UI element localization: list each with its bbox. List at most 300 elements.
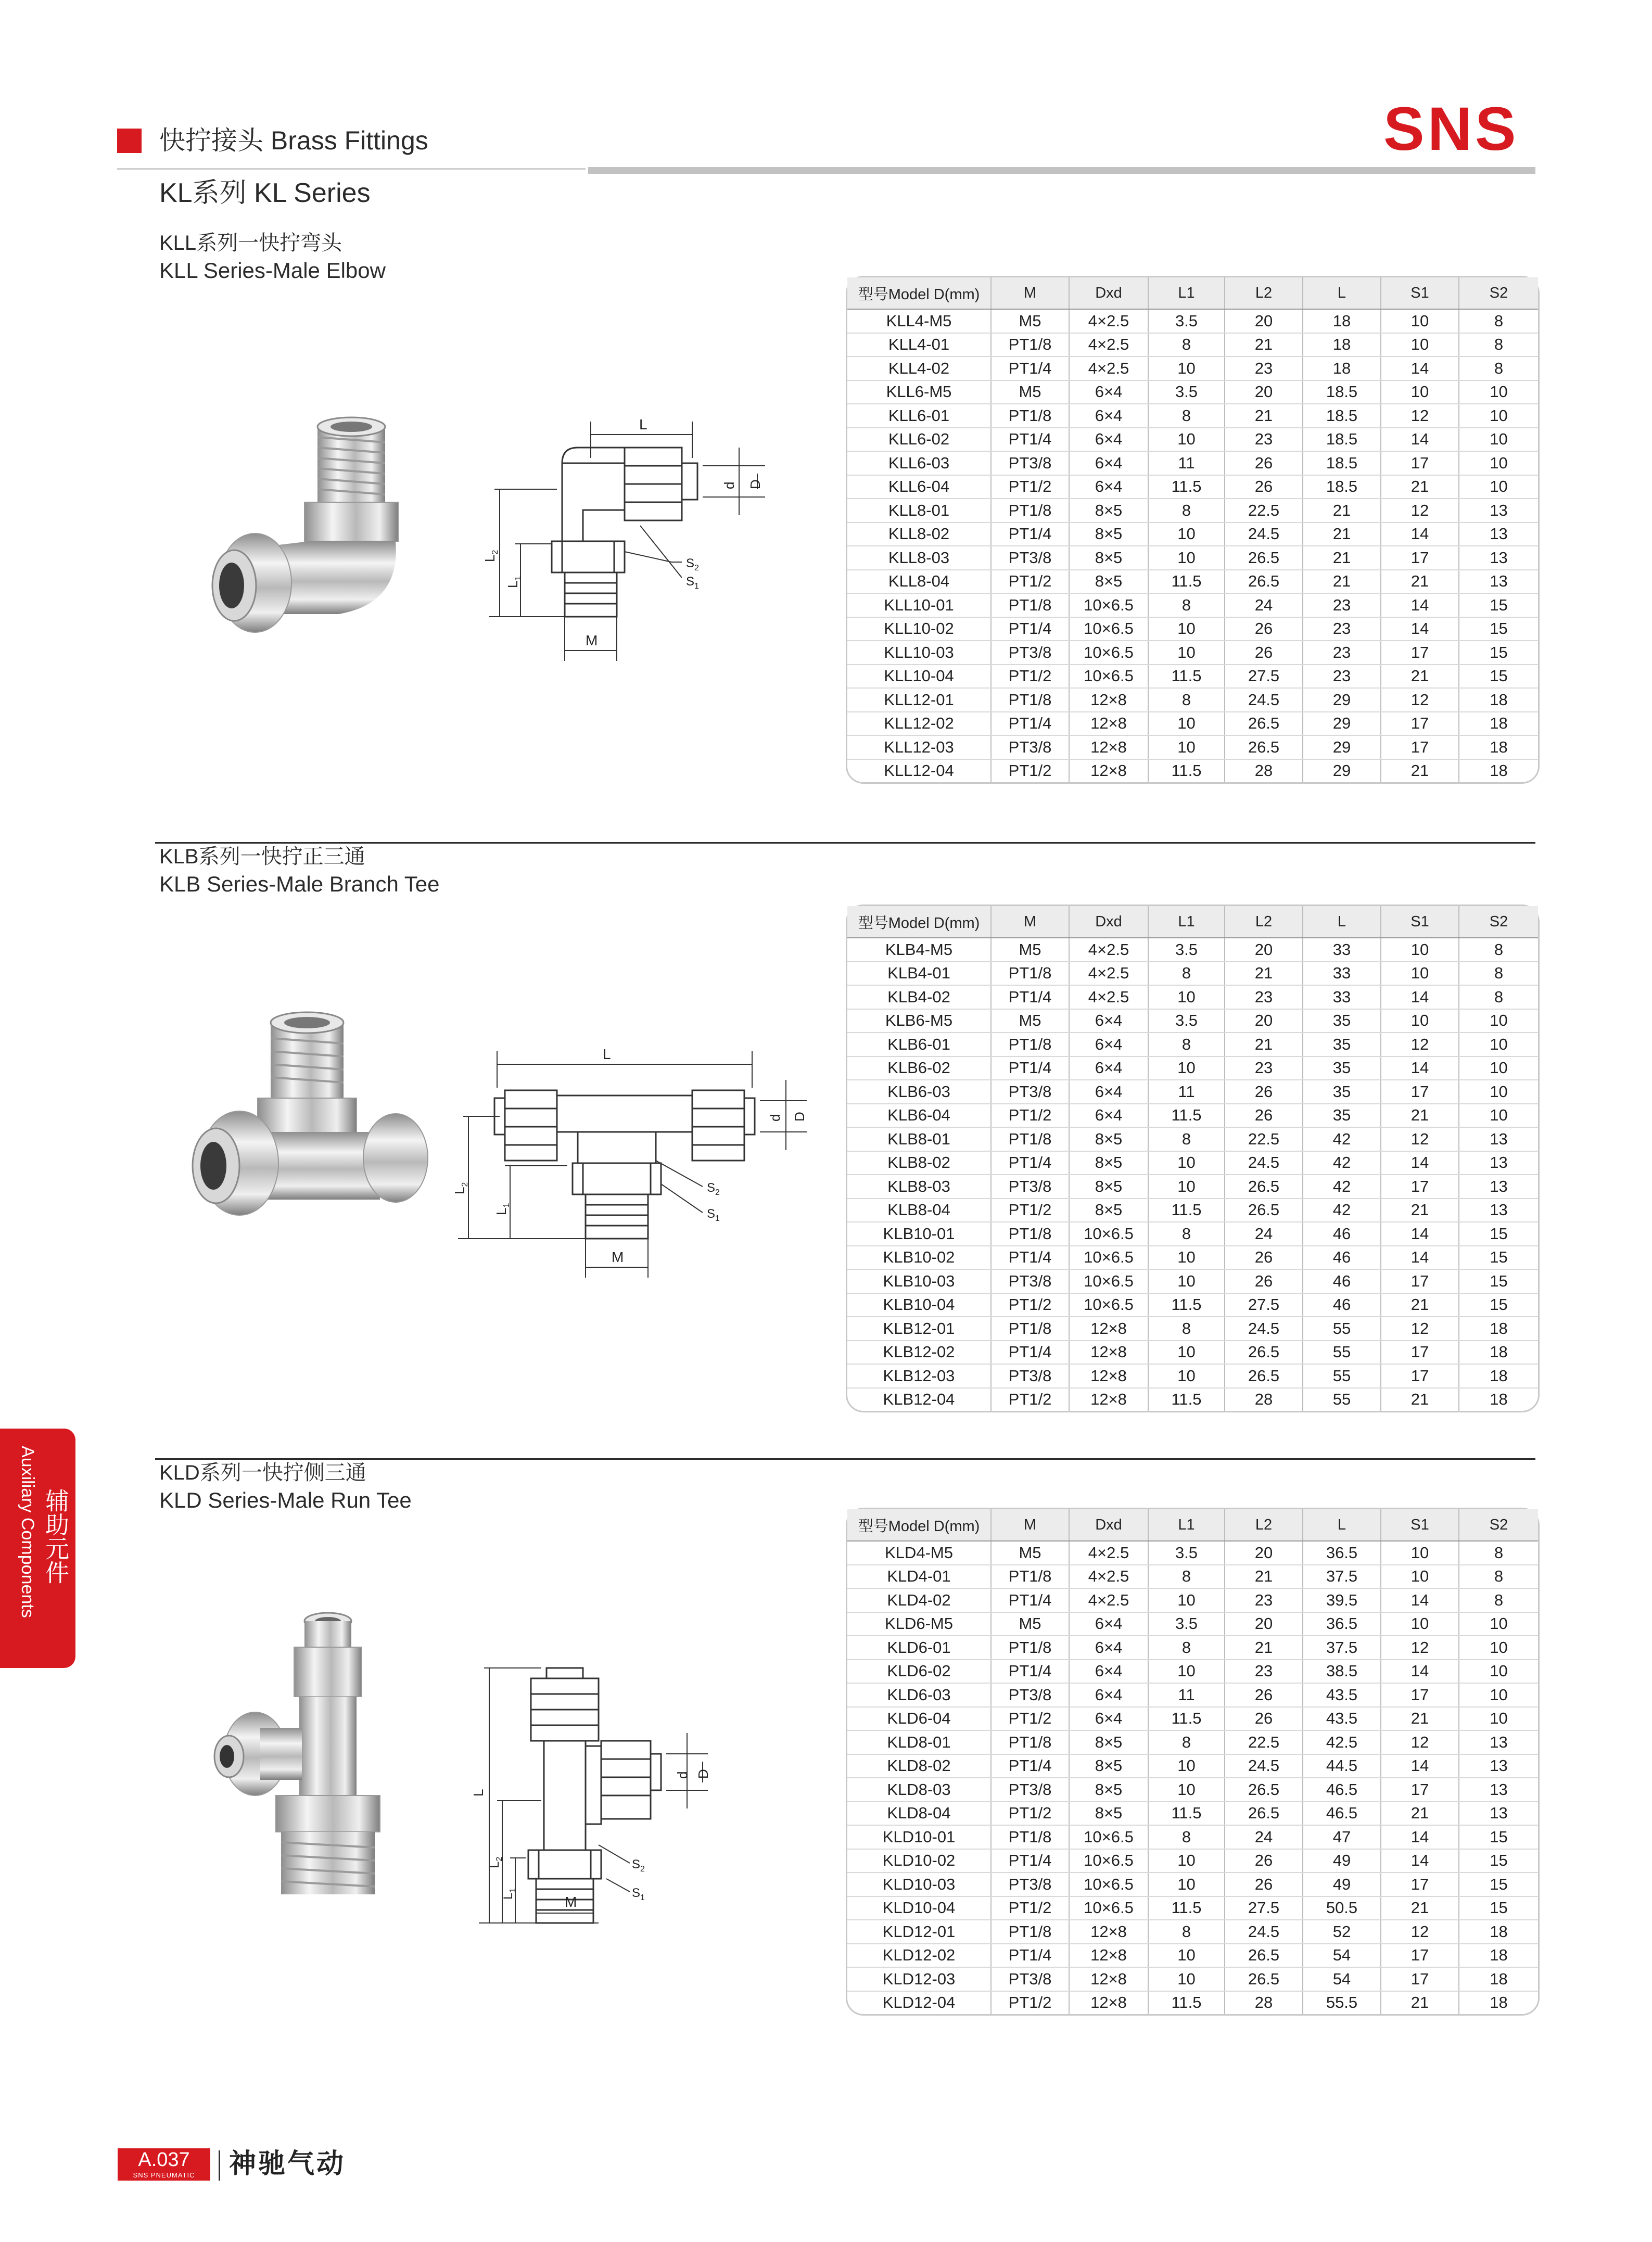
col-header-l1: L1: [1148, 1509, 1225, 1541]
svg-text:L1: $L_1$: [501, 1888, 517, 1900]
table-row: [847, 688, 1538, 712]
table-cell: 38.5: [1303, 1660, 1381, 1684]
col-header-dxd: Dxd: [1069, 906, 1148, 938]
table-cell: 26: [1225, 1269, 1303, 1293]
table-row: [847, 1920, 1538, 1944]
table-cell: 18.5: [1303, 380, 1381, 404]
table-cell: 10: [1148, 1944, 1225, 1968]
kld-drawing-m-label: M: [565, 1894, 577, 1910]
table-cell: 6×4: [1069, 451, 1148, 475]
table-row: [847, 1660, 1538, 1684]
table-cell: PT1/8: [991, 962, 1069, 986]
table-cell: PT3/8: [991, 451, 1069, 475]
table-cell: 23: [1225, 1056, 1303, 1080]
table-cell: 8×5: [1069, 1730, 1148, 1754]
table-cell: 10: [1148, 1246, 1225, 1270]
table-cell: PT1/8: [991, 333, 1069, 357]
klb-table-grid: [847, 906, 1538, 1411]
table-cell: 10: [1148, 641, 1225, 665]
table-cell: 10: [1148, 428, 1225, 452]
table-cell: KLD10-01: [847, 1825, 991, 1849]
table-cell: PT1/8: [991, 1033, 1069, 1056]
table-cell: 18: [1459, 688, 1538, 712]
table-row: [847, 1541, 1538, 1565]
svg-text:d: d: [675, 1771, 690, 1779]
table-cell: KLL12-03: [847, 735, 991, 759]
table-cell: 6×4: [1069, 1056, 1148, 1080]
table-cell: 35: [1303, 1056, 1381, 1080]
table-cell: KLL8-02: [847, 523, 991, 546]
table-cell: 8×5: [1069, 1175, 1148, 1199]
table-cell: 10: [1459, 1612, 1538, 1636]
table-cell: 13: [1459, 546, 1538, 570]
table-cell: PT1/8: [991, 1565, 1069, 1589]
kld-technical-drawing: [458, 1660, 770, 1926]
table-cell: KLL8-01: [847, 499, 991, 523]
table-cell: KLB6-03: [847, 1080, 991, 1104]
table-cell: 12: [1381, 1730, 1459, 1754]
table-cell: 24.5: [1225, 523, 1303, 546]
table-cell: 13: [1459, 499, 1538, 523]
table-cell: 11: [1148, 1683, 1225, 1707]
table-cell: 15: [1459, 665, 1538, 689]
kll-product-photo: [187, 406, 437, 656]
col-header-model: 型号Model D(mm): [847, 277, 991, 309]
table-cell: 17: [1381, 1080, 1459, 1104]
table-cell: 18.5: [1303, 404, 1381, 428]
col-header-model: 型号Model D(mm): [847, 1509, 991, 1541]
table-cell: 4×2.5: [1069, 1541, 1148, 1565]
table-cell: KLL6-M5: [847, 380, 991, 404]
table-cell: 50.5: [1303, 1896, 1381, 1920]
table-cell: 15: [1459, 1825, 1538, 1849]
table-row: [847, 1175, 1538, 1199]
table-cell: 26: [1225, 1246, 1303, 1270]
table-cell: 10×6.5: [1069, 593, 1148, 617]
table-cell: 4×2.5: [1069, 333, 1148, 357]
table-cell: 10: [1148, 712, 1225, 736]
svg-text:L1: $L_1$: [505, 576, 523, 588]
table-row: [847, 1127, 1538, 1151]
table-cell: 10: [1381, 1612, 1459, 1636]
svg-text:S1: $S_1$: [632, 1886, 645, 1902]
table-cell: PT3/8: [991, 1967, 1069, 1991]
table-cell: 23: [1225, 428, 1303, 452]
table-row: [847, 1754, 1538, 1778]
table-cell: 14: [1381, 1222, 1459, 1246]
table-cell: 18: [1490, 1993, 1508, 2012]
table-cell: 11.5: [1148, 1388, 1225, 1411]
table-cell: PT1/4: [991, 428, 1069, 452]
svg-text:L2: $L_2$: [482, 550, 500, 562]
table-cell: 10: [1148, 735, 1225, 759]
svg-text:D: D: [695, 1769, 711, 1779]
table-cell: M5: [991, 1009, 1069, 1033]
table-cell: 10: [1459, 380, 1538, 404]
table-cell: KLB12-02: [847, 1341, 991, 1365]
table-cell: 15: [1459, 1293, 1538, 1317]
table-cell: 10: [1459, 1707, 1538, 1731]
table-cell: 26.5: [1225, 1778, 1303, 1802]
table-cell: PT3/8: [991, 1080, 1069, 1104]
table-cell: 8: [1148, 1636, 1225, 1660]
svg-text:D: D: [792, 1112, 807, 1122]
kld-spec-table: [846, 1508, 1540, 2016]
table-cell: KLD8-02: [847, 1754, 991, 1778]
table-cell: 6×4: [1069, 1080, 1148, 1104]
table-cell: 8×5: [1069, 546, 1148, 570]
table-cell: 8: [1148, 1730, 1225, 1754]
table-cell: 8×5: [1069, 523, 1148, 546]
svg-text:L2: $L_2$: [452, 1182, 469, 1194]
table-cell: 46: [1303, 1269, 1381, 1293]
page-number: A.037: [138, 2149, 190, 2171]
table-row: [847, 1872, 1538, 1896]
table-cell: 52: [1303, 1920, 1381, 1944]
table-cell: 11.5: [1148, 570, 1225, 594]
table-row: [847, 1991, 1538, 2015]
table-cell: 3.5: [1148, 1612, 1225, 1636]
table-cell: 8: [1459, 356, 1538, 380]
table-cell: KLD12-02: [847, 1944, 991, 1968]
table-cell: 8: [1148, 593, 1225, 617]
table-cell: 15: [1459, 617, 1538, 641]
footer-separator: [219, 2150, 220, 2181]
table-cell: 13: [1459, 1175, 1538, 1199]
table-cell: KLD10-03: [847, 1872, 991, 1896]
table-cell: M5: [991, 1612, 1069, 1636]
table-cell: PT3/8: [991, 1683, 1069, 1707]
table-cell: 18: [1459, 1944, 1538, 1968]
table-cell: 8: [1148, 333, 1225, 357]
table-cell: KLL10-04: [847, 665, 991, 689]
table-cell: 18: [1303, 333, 1381, 357]
table-cell: PT1/8: [991, 1127, 1069, 1151]
table-cell: KLB10-03: [847, 1269, 991, 1293]
table-cell: 22.5: [1225, 1127, 1303, 1151]
table-cell: 10: [1148, 1175, 1225, 1199]
table-cell: 24.5: [1225, 1920, 1303, 1944]
table-cell: 10: [1148, 1967, 1225, 1991]
table-cell: 3.5: [1148, 1009, 1225, 1033]
table-cell: 42: [1303, 1151, 1381, 1175]
table-cell: KLD12-01: [847, 1920, 991, 1944]
svg-text:L2: $L_2$: [488, 1856, 504, 1868]
table-cell: PT1/4: [991, 1341, 1069, 1365]
table-cell: PT3/8: [991, 1175, 1069, 1199]
table-row: [847, 1104, 1538, 1128]
table-cell: KLL4-02: [847, 356, 991, 380]
table-cell: 10: [1381, 938, 1459, 962]
svg-text:S2: $S_2$: [632, 1857, 645, 1874]
table-cell: 10×6.5: [1069, 1293, 1148, 1317]
table-cell: 10: [1381, 962, 1459, 986]
table-cell: 8: [1148, 1565, 1225, 1589]
table-cell: 8: [1459, 309, 1538, 333]
table-cell: PT1/4: [991, 1151, 1069, 1175]
table-row: [847, 499, 1538, 523]
table-cell: 8: [1459, 985, 1538, 1009]
table-cell: PT1/2: [991, 1707, 1069, 1731]
page-title: 快拧接头 Brass Fittings: [159, 126, 428, 155]
klb-table-header: [847, 906, 1538, 938]
col-header-dxd: Dxd: [1069, 1509, 1148, 1541]
table-cell: 10: [1148, 1056, 1225, 1080]
table-cell: 18: [1490, 1390, 1508, 1409]
table-cell: 8: [1148, 1222, 1225, 1246]
table-cell: 12×8: [1069, 1967, 1148, 1991]
section-kld-title-en: KLD Series-Male Run Tee: [159, 1488, 412, 1512]
table-cell: 23: [1303, 593, 1381, 617]
table-row: [847, 428, 1538, 452]
table-row: [847, 1683, 1538, 1707]
table-cell: 55: [1303, 1364, 1381, 1388]
brand-logo: SNS: [1383, 95, 1519, 163]
table-row: [847, 962, 1538, 986]
table-cell: 13: [1459, 523, 1538, 546]
table-cell: 4×2.5: [1069, 309, 1148, 333]
table-cell: KLB12-03: [847, 1364, 991, 1388]
table-cell: 23: [1225, 1588, 1303, 1612]
table-cell: KLB4-02: [847, 985, 991, 1009]
table-cell: KLL4-M5: [847, 309, 991, 333]
table-cell: KLD6-02: [847, 1660, 991, 1684]
table-cell: 10: [1459, 1056, 1538, 1080]
table-cell: 54: [1303, 1944, 1381, 1968]
table-cell: 24.5: [1225, 688, 1303, 712]
table-cell: 10: [1459, 1104, 1538, 1128]
table-cell: 8: [1459, 1588, 1538, 1612]
table-cell: 35: [1303, 1033, 1381, 1056]
table-cell: 26: [1225, 1707, 1303, 1731]
table-row: [847, 1612, 1538, 1636]
table-row: [847, 1849, 1538, 1873]
table-cell: 14: [1381, 1056, 1459, 1080]
table-row: [847, 1967, 1538, 1991]
table-cell: 8×5: [1069, 499, 1148, 523]
table-cell: 8×5: [1069, 570, 1148, 594]
table-cell: KLB8-02: [847, 1151, 991, 1175]
table-cell: KLB12-01: [847, 1317, 991, 1341]
table-cell: 20: [1225, 380, 1303, 404]
table-row: [847, 309, 1538, 333]
table-cell: PT1/4: [991, 985, 1069, 1009]
table-cell: 10: [1148, 1364, 1225, 1388]
table-cell: 14: [1381, 1246, 1459, 1270]
table-cell: 11.5: [1148, 1991, 1225, 2015]
table-cell: 10×6.5: [1069, 1269, 1148, 1293]
table-cell: 17: [1381, 1944, 1459, 1968]
table-cell: 29: [1303, 759, 1381, 783]
table-cell: 42: [1303, 1199, 1381, 1222]
table-cell: 12: [1381, 404, 1459, 428]
table-cell: 8: [1459, 333, 1538, 357]
table-row: [847, 546, 1538, 570]
table-cell: KLB6-01: [847, 1033, 991, 1056]
table-cell: 3.5: [1148, 938, 1225, 962]
col-header-m: M: [991, 906, 1069, 938]
table-cell: 15: [1459, 1269, 1538, 1293]
table-cell: 10: [1459, 451, 1538, 475]
table-cell: 14: [1381, 593, 1459, 617]
table-cell: KLD10-02: [847, 1849, 991, 1873]
table-cell: 6×4: [1069, 1683, 1148, 1707]
table-cell: 18.5: [1303, 451, 1381, 475]
col-header-s1: S1: [1381, 1509, 1459, 1541]
table-row: [847, 1033, 1538, 1056]
svg-text:L: L: [471, 1789, 486, 1797]
table-cell: 8: [1148, 688, 1225, 712]
table-row: [847, 617, 1538, 641]
table-cell: PT1/2: [991, 1896, 1069, 1920]
table-cell: 11.5: [1148, 665, 1225, 689]
table-cell: 8×5: [1069, 1778, 1148, 1802]
table-cell: 28: [1225, 1388, 1303, 1411]
table-cell: 29: [1303, 735, 1381, 759]
table-cell: PT3/8: [991, 1778, 1069, 1802]
table-cell: 23: [1225, 356, 1303, 380]
table-cell: KLL8-03: [847, 546, 991, 570]
table-cell: 11.5: [1148, 1199, 1225, 1222]
table-cell: 4×2.5: [1069, 356, 1148, 380]
kld-table-header: [847, 1509, 1538, 1541]
table-cell: 55: [1303, 1317, 1381, 1341]
table-cell: 10: [1148, 1269, 1225, 1293]
table-cell: PT1/8: [991, 688, 1069, 712]
table-cell: 12: [1381, 1636, 1459, 1660]
table-cell: 11: [1148, 451, 1225, 475]
table-cell: KLL10-01: [847, 593, 991, 617]
table-cell: 27.5: [1225, 1293, 1303, 1317]
table-cell: PT1/8: [991, 593, 1069, 617]
table-cell: 8: [1459, 1541, 1538, 1565]
table-cell: 17: [1381, 1364, 1459, 1388]
table-cell: KLL8-04: [847, 570, 991, 594]
kll-table-body: [847, 309, 1538, 782]
table-cell: 37.5: [1303, 1636, 1381, 1660]
table-cell: M5: [991, 380, 1069, 404]
table-cell: PT1/8: [991, 404, 1069, 428]
table-cell: 11.5: [1148, 1802, 1225, 1826]
table-row: [847, 735, 1538, 759]
table-cell: KLB8-03: [847, 1175, 991, 1199]
table-cell: 21: [1303, 546, 1381, 570]
table-row: [847, 1802, 1538, 1826]
kll-table-header: [847, 277, 1538, 309]
table-cell: 10×6.5: [1069, 665, 1148, 689]
table-cell: 15: [1459, 1896, 1538, 1920]
header-rule-thick: [588, 167, 1535, 174]
table-cell: 13: [1459, 1802, 1538, 1826]
table-cell: 21: [1225, 1565, 1303, 1589]
table-cell: 14: [1381, 1849, 1459, 1873]
table-cell: 24.5: [1225, 1151, 1303, 1175]
table-cell: 43.5: [1303, 1707, 1381, 1731]
table-row: [847, 451, 1538, 475]
table-cell: 17: [1381, 1967, 1459, 1991]
kll-technical-drawing: [484, 406, 807, 666]
col-header-s1: S1: [1381, 277, 1459, 309]
table-cell: 10: [1381, 1541, 1459, 1565]
table-cell: 20: [1225, 1009, 1303, 1033]
table-cell: 17: [1381, 451, 1459, 475]
table-cell: 3.5: [1148, 309, 1225, 333]
table-row: [847, 356, 1538, 380]
table-cell: 10: [1148, 1754, 1225, 1778]
table-cell: 3.5: [1148, 1541, 1225, 1565]
table-cell: M5: [991, 309, 1069, 333]
table-row: [847, 1341, 1538, 1365]
table-cell: PT1/8: [991, 1222, 1069, 1246]
table-cell: 14: [1381, 428, 1459, 452]
table-cell: 10: [1381, 1009, 1459, 1033]
table-cell: 10×6.5: [1069, 1896, 1148, 1920]
table-cell: PT1/4: [991, 356, 1069, 380]
table-cell: 20: [1225, 1612, 1303, 1636]
table-cell: 15: [1459, 1849, 1538, 1873]
table-cell: 33: [1303, 938, 1381, 962]
svg-text:S1: $S_1$: [707, 1207, 720, 1223]
table-cell: 10: [1381, 333, 1459, 357]
table-row: [847, 938, 1538, 962]
table-cell: 21: [1381, 759, 1459, 783]
table-cell: PT1/8: [991, 1920, 1069, 1944]
kld-table-body: [847, 1541, 1538, 2014]
table-cell: 36.5: [1303, 1612, 1381, 1636]
col-header-l2: L2: [1225, 1509, 1303, 1541]
table-cell: 10: [1148, 523, 1225, 546]
col-header-model: 型号Model D(mm): [847, 906, 991, 938]
table-cell: 8: [1148, 404, 1225, 428]
table-cell: 10×6.5: [1069, 1222, 1148, 1246]
table-cell: 10×6.5: [1069, 641, 1148, 665]
table-cell: 26.5: [1225, 735, 1303, 759]
table-cell: 21: [1381, 1199, 1459, 1222]
table-cell: 33: [1303, 985, 1381, 1009]
table-cell: KLB12-04: [847, 1388, 991, 1411]
table-cell: 18: [1459, 712, 1538, 736]
table-cell: 26: [1225, 641, 1303, 665]
table-cell: 17: [1381, 641, 1459, 665]
table-cell: 21: [1381, 1707, 1459, 1731]
table-cell: 14: [1381, 617, 1459, 641]
svg-text:D: D: [747, 479, 763, 489]
table-cell: 46: [1303, 1246, 1381, 1270]
table-cell: 10: [1459, 1660, 1538, 1684]
table-cell: 12: [1381, 1033, 1459, 1056]
svg-text:S2: $S_2$: [707, 1181, 720, 1197]
table-cell: 46: [1303, 1222, 1381, 1246]
table-cell: 8: [1148, 1825, 1225, 1849]
table-row: [847, 1825, 1538, 1849]
table-cell: KLD4-02: [847, 1588, 991, 1612]
table-cell: 10: [1459, 1033, 1538, 1056]
table-row: [847, 1056, 1538, 1080]
table-cell: 36.5: [1303, 1541, 1381, 1565]
table-cell: 6×4: [1069, 1612, 1148, 1636]
table-cell: 4×2.5: [1069, 985, 1148, 1009]
table-row: [847, 712, 1538, 736]
section-klb-title-en: KLB Series-Male Branch Tee: [159, 872, 440, 896]
table-cell: 17: [1381, 1872, 1459, 1896]
table-cell: 8: [1459, 938, 1538, 962]
table-cell: 12×8: [1069, 1317, 1148, 1341]
table-cell: 18: [1303, 309, 1381, 333]
svg-text:d: d: [721, 481, 737, 489]
table-cell: PT1/8: [991, 1825, 1069, 1849]
table-cell: KLL12-01: [847, 688, 991, 712]
table-cell: 8: [1148, 499, 1225, 523]
